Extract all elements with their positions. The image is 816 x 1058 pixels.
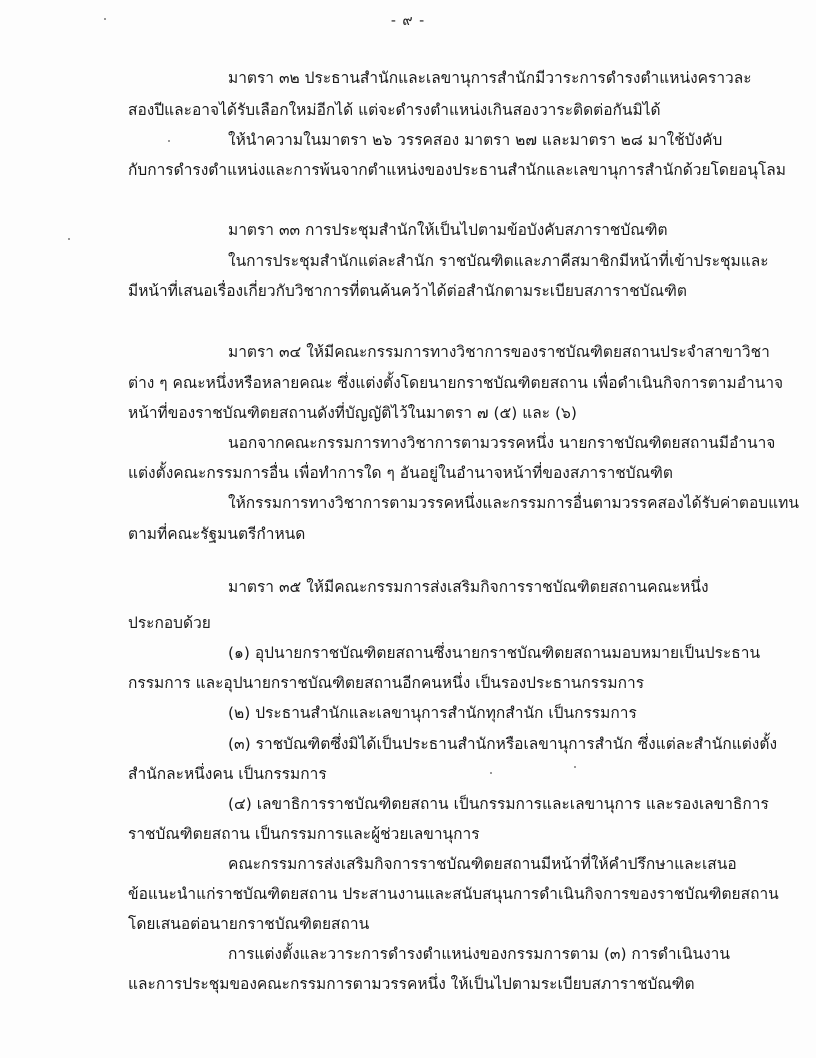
section-35-line-12: โดยเสนอต่อนายกราชบัณฑิตยสถาน [128,915,370,933]
scan-speck [68,238,70,240]
section-34-line-6: ให้กรรมการทางวิชาการตามวรรคหนึ่งและกรรมการอื่นตามวรรคสองได้รับค่าตอบแทน [228,494,799,512]
section-32-line-4: กับการดำรงตำแหน่งและการพ้นจากตำแหน่งของประธานสำนักและเลขานุการสำนักด้วยโดยอนุโลม [128,161,786,179]
section-35-line-9: ราชบัณฑิตยสถาน เป็นกรรมการและผู้ช่วยเลขานุการ [128,825,480,843]
section-35-line-6: (๓) ราชบัณฑิตซึ่งมิได้เป็นประธานสำนักหรือเลขานุการสำนัก ซึ่งแต่ละสำนักแต่งตั้ง [228,735,778,753]
section-33-line-2: ในการประชุมสำนักแต่ละสำนัก ราชบัณฑิตและภาคีสมาชิกมีหน้าที่เข้าประชุมและ [228,252,769,270]
section-33-line-1: มาตรา ๓๓ การประชุมสำนักให้เป็นไปตามข้อบังคับสภาราชบัณฑิต [228,221,668,239]
section-34-line-7: ตามที่คณะรัฐมนตรีกำหนด [128,525,306,543]
section-35-line-14: และการประชุมของคณะกรรมการตามวรรคหนึ่ง ให้เป็นไปตามระเบียบสภาราชบัณฑิต [128,975,695,993]
section-35-line-1: มาตรา ๓๕ ให้มีคณะกรรมการส่งเสริมกิจการราชบัณฑิตยสถานคณะหนึ่ง [228,578,709,596]
section-32-line-1: มาตรา ๓๒ ประธานสำนักและเลขานุการสำนักมีวาระการดำรงตำแหน่งคราวละ [228,69,752,87]
scan-speck [574,766,576,768]
section-33-line-3: มีหน้าที่เสนอเรื่องเกี่ยวกับวิชาการที่ตนค้นคว้าได้ต่อสำนักตามระเบียบสภาราชบัณฑิต [128,282,687,300]
scan-speck [490,772,492,774]
section-35-line-5: (๒) ประธานสำนักและเลขานุการสำนักทุกสำนัก เป็นกรรมการ [228,704,637,722]
section-35-line-8: (๔) เลขาธิการราชบัณฑิตยสถาน เป็นกรรมการและเลขานุการ และรองเลขาธิการ [228,795,769,813]
section-35-line-4: กรรมการ และอุปนายกราชบัณฑิตยสถานอีกคนหนึ่ง เป็นรองประธานกรรมการ [128,674,645,692]
section-34-line-3: หน้าที่ของราชบัณฑิตยสถานดังที่บัญญัติไว้ในมาตรา ๗ (๕) และ (๖) [128,404,577,422]
section-35-line-3: (๑) อุปนายกราชบัณฑิตยสถานซึ่งนายกราชบัณฑิตยสถานมอบหมายเป็นประธาน [228,644,761,662]
section-34-line-2: ต่าง ๆ คณะหนึ่งหรือหลายคณะ ซึ่งแต่งตั้งโดยนายกราชบัณฑิตยสถาน เพื่อดำเนินกิจการตามอำนาจ [128,374,784,392]
section-35-line-10: คณะกรรมการส่งเสริมกิจการราชบัณฑิตยสถานมีหน้าที่ให้คำปรึกษาและเสนอ [228,855,737,873]
page-number: - ๙ - [390,13,426,29]
section-34-line-4: นอกจากคณะกรรมการทางวิชาการตามวรรคหนึ่ง นายกราชบัณฑิตยสถานมีอำนาจ [228,434,776,452]
section-32-line-2: สองปีและอาจได้รับเลือกใหม่อีกได้ แต่จะดำรงตำแหน่งเกินสองวาระติดต่อกันมิได้ [128,101,661,119]
section-32-line-3: ให้นำความในมาตรา ๒๖ วรรคสอง มาตรา ๒๗ และมาตรา ๒๘ มาใช้บังคับ [228,131,723,149]
section-35-line-13: การแต่งตั้งและวาระการดำรงตำแหน่งของกรรมการตาม (๓) การดำเนินงาน [228,945,730,963]
section-34-line-5: แต่งตั้งคณะกรรมการอื่น เพื่อทำการใด ๆ อันอยู่ในอำนาจหน้าที่ของสภาราชบัณฑิต [128,464,673,482]
scan-speck [168,140,170,142]
section-35-line-2: ประกอบด้วย [128,614,211,632]
scan-speck [104,18,106,20]
section-35-line-11: ข้อแนะนำแก่ราชบัณฑิตยสถาน ประสานงานและสนับสนุนการดำเนินกิจการของราชบัณฑิตยสถาน [128,885,779,903]
section-34-line-1: มาตรา ๓๔ ให้มีคณะกรรมการทางวิชาการของราชบัณฑิตยสถานประจำสาขาวิชา [228,343,770,361]
section-35-line-7: สำนักละหนึ่งคน เป็นกรรมการ [128,765,327,783]
